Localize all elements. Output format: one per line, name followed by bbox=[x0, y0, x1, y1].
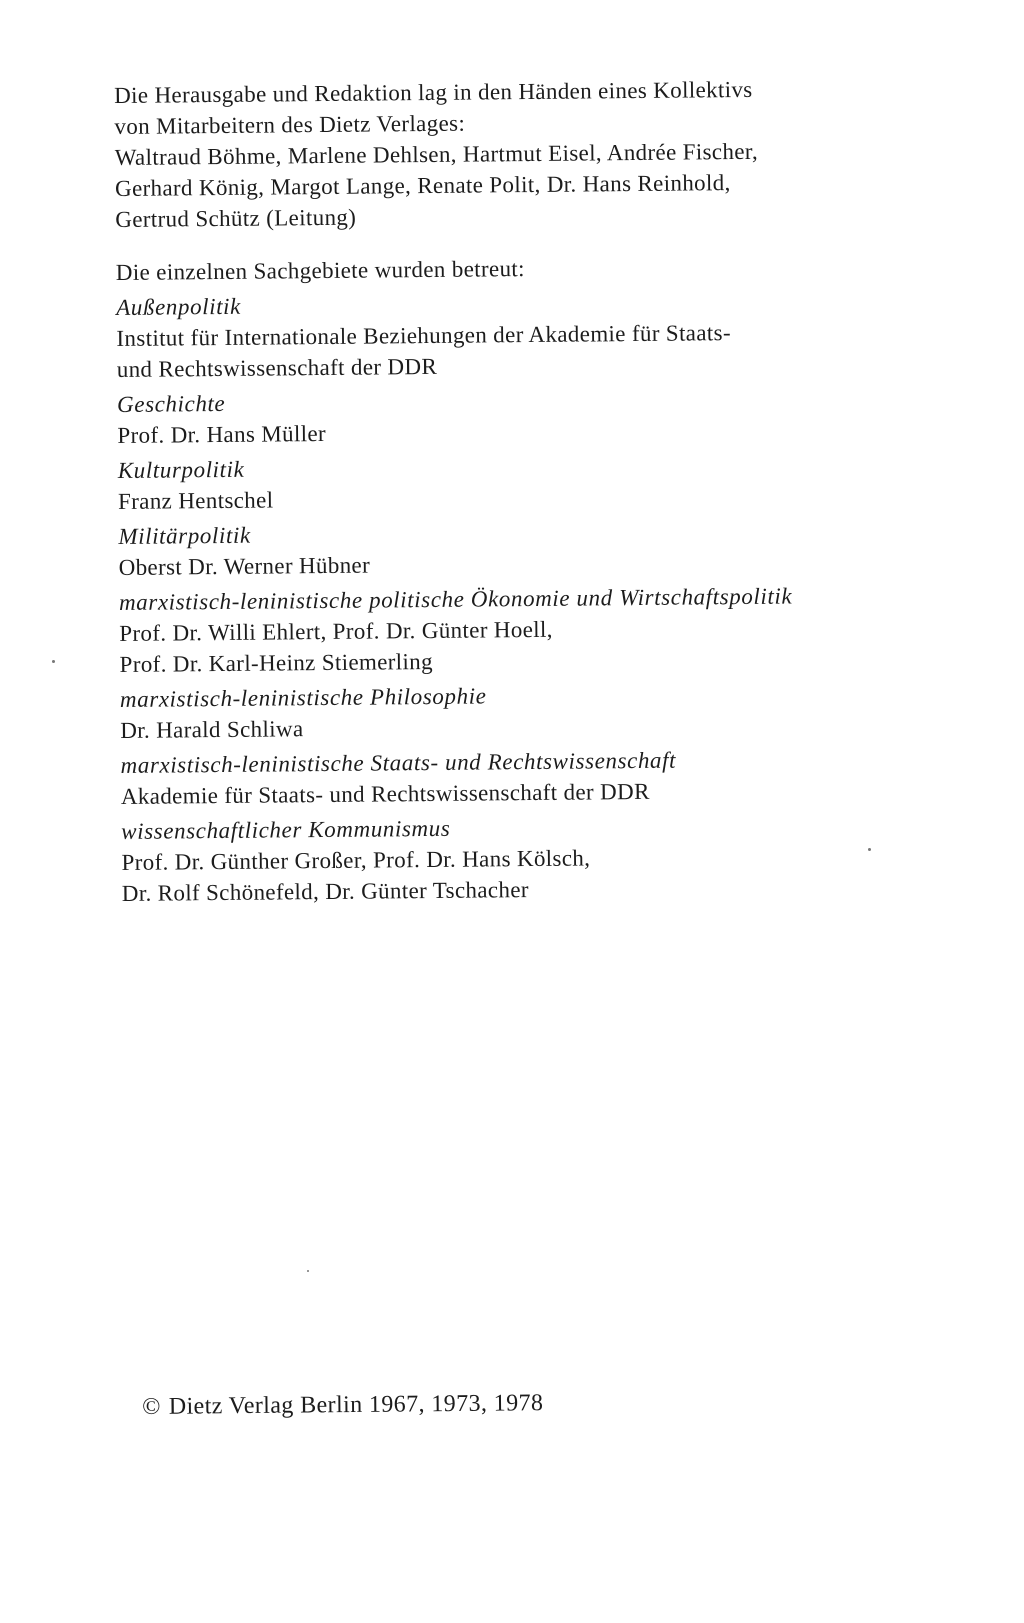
subject-area-line: Franz Hentschel bbox=[117, 487, 274, 514]
intro-line: Gertrud Schütz (Leitung) bbox=[115, 204, 357, 232]
editorial-collective-paragraph bbox=[114, 73, 845, 235]
intro-line: Die Herausgabe und Redaktion lag in den Händen eines Kollektivs bbox=[114, 76, 753, 108]
subject-area-geschichte bbox=[117, 382, 848, 451]
subject-area-kommunismus bbox=[121, 809, 852, 909]
subject-area-title: Außenpolitik bbox=[116, 293, 242, 320]
subject-area-title: marxistisch-leninistische politische Ökonomie und Wirtschaftspolitik bbox=[118, 583, 793, 615]
subject-area-line: Institut für Internationale Beziehungen der Akademie für Staats- bbox=[116, 320, 732, 351]
paper-speck bbox=[868, 848, 871, 851]
copyright-notice bbox=[142, 1388, 543, 1422]
subject-areas-heading: Die einzelnen Sachgebiete wurden betreut: bbox=[115, 256, 525, 285]
subject-area-militaerpolitik bbox=[118, 514, 849, 583]
copyright-icon: © bbox=[142, 1393, 161, 1420]
subject-area-title: marxistisch-leninistische Philosophie bbox=[119, 683, 487, 712]
subject-area-aussenpolitik bbox=[116, 285, 847, 385]
subject-area-line: Prof. Dr. Hans Müller bbox=[117, 420, 327, 448]
credits-block bbox=[114, 73, 852, 909]
subject-area-line: Akademie für Staats- und Rechtswissenschaft der DDR bbox=[120, 778, 650, 809]
subject-area-line: und Rechtswissenschaft der DDR bbox=[116, 353, 438, 382]
copyright-text: Dietz Verlag Berlin 1967, 1973, 1978 bbox=[168, 1390, 544, 1420]
subject-area-oekonomie bbox=[119, 580, 850, 680]
subject-area-title: Militärpolitik bbox=[118, 522, 251, 549]
subject-area-title: wissenschaftlicher Kommunismus bbox=[121, 815, 451, 844]
subject-area-kulturpolitik bbox=[118, 448, 849, 517]
subject-area-title: Geschichte bbox=[116, 390, 226, 417]
paper-speck bbox=[52, 660, 55, 663]
subject-area-line: Prof. Dr. Willi Ehlert, Prof. Dr. Günter Hoell, bbox=[119, 616, 553, 646]
subject-area-title: Kulturpolitik bbox=[117, 456, 245, 483]
subject-area-line: Prof. Dr. Karl-Heinz Stiemerling bbox=[119, 648, 434, 677]
intro-line: Waltraud Böhme, Marlene Dehlsen, Hartmut Eisel, Andrée Fischer, bbox=[114, 138, 759, 170]
intro-line: Gerhard König, Margot Lange, Renate Polit, Dr. Hans Reinhold, bbox=[114, 170, 731, 201]
subject-area-philosophie bbox=[120, 677, 851, 746]
paper-speck bbox=[307, 1270, 309, 1272]
subject-area-title: marxistisch-leninistische Staats- und Rechtswissenschaft bbox=[120, 747, 677, 778]
subject-area-line: Oberst Dr. Werner Hübner bbox=[118, 552, 371, 580]
subject-area-line: Dr. Harald Schliwa bbox=[120, 716, 304, 743]
subject-area-rechtswissenschaft bbox=[120, 743, 851, 812]
intro-line: von Mitarbeitern des Dietz Verlages: bbox=[114, 110, 466, 139]
subject-area-line: Dr. Rolf Schönefeld, Dr. Günter Tschacher bbox=[121, 877, 529, 906]
subject-area-line: Prof. Dr. Günther Großer, Prof. Dr. Hans Kölsch, bbox=[121, 845, 591, 875]
